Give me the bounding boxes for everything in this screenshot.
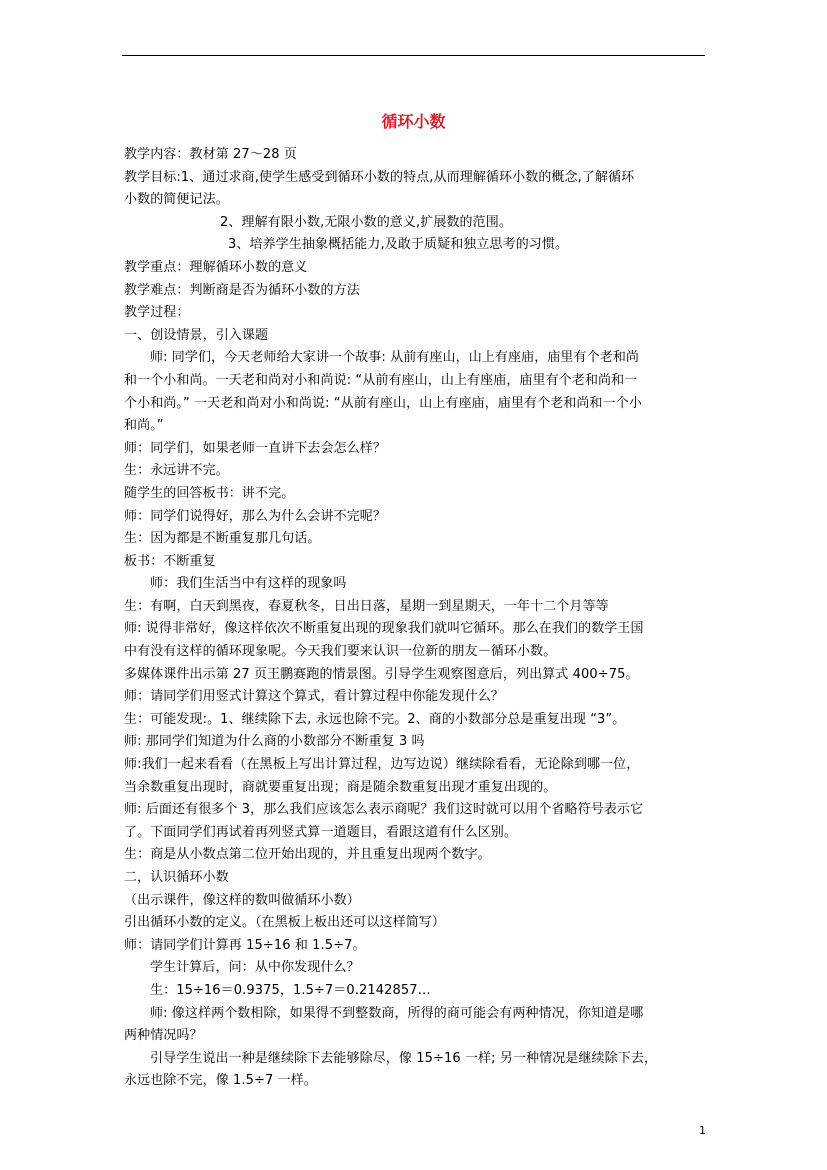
header-rule <box>122 55 705 56</box>
paragraph-line: 师:我们一起来看看（在黑板上写出计算过程，边写边说）继续除看看，无论除到哪一位， <box>124 757 640 773</box>
dialogue-line: 师：同学们，如果老师一直讲下去会怎么样？ <box>124 440 387 456</box>
dialogue-line: 板书：不断重复 <box>124 553 216 569</box>
key-point-line: 教学重点：理解循环小数的意义 <box>124 259 308 275</box>
paragraph-line: 多媒体课件出示第 27 页王鹏赛跑的情景图。引导学生观察图意后，列出算式 400÷75。 <box>124 666 639 682</box>
paragraph-line: 师: 像这样两个数相除，如果得不到整数商，所得的商可能会有两种情况，你知道是哪 <box>150 1005 644 1021</box>
teaching-goal-line: 3、培养学生抽象概括能力,及敢于质疑和独立思考的习惯。 <box>228 237 569 253</box>
teaching-goal-line: 2、理解有限小数,无限小数的意义,扩展数的范围。 <box>220 214 512 230</box>
paragraph-line: 永远也除不完，像 1.5÷7 一样。 <box>124 1073 317 1089</box>
page-title: 循环小数 <box>381 112 446 131</box>
teaching-goal-line: 小数的简便记法。 <box>124 192 229 208</box>
dialogue-line: 生：因为都是不断重复那几句话。 <box>124 531 321 547</box>
teaching-goal-line: 教学目标:1、通过求商,使学生感受到循环小数的特点,从而理解循环小数的概念,了解循环 <box>124 169 635 185</box>
paragraph-line: 和尚。” <box>124 418 164 434</box>
paragraph-line: 了。下面同学们再试着再列竖式算一道题目，看跟这道有什么区别。 <box>124 824 518 840</box>
paragraph-line: 个小和尚。” 一天老和尚对小和尚说: “从前有座山，山上有座庙，庙里有个老和尚和一个小 <box>124 395 642 411</box>
dialogue-line: 生：商是从小数点第二位开始出现的，并且重复出现两个数字。 <box>124 847 491 863</box>
paragraph-line: 引导学生说出一种是继续除下去能够除尽，像 15÷16 一样; 另一种情况是继续除下去， <box>150 1050 658 1066</box>
document-body <box>124 144 706 1093</box>
paragraph-line: 中有没有这样的循环现象呢。今天我们要来认识一位新的朋友－循环小数。 <box>124 644 557 660</box>
paragraph-line: 师: 同学们，今天老师给大家讲一个故事: 从前有座山，山上有座庙，庙里有个老和尚 <box>150 350 640 366</box>
process-heading: 教学过程： <box>124 305 190 321</box>
dialogue-line: 师：我们生活当中有这样的现象吗 <box>150 576 347 592</box>
dialogue-line: 师：请同学们计算再 15÷16 和 1.5÷7。 <box>124 937 366 953</box>
teaching-content-line: 教学内容：教材第 27～28 页 <box>124 147 297 162</box>
paragraph-line: （出示课件，像这样的数叫做循环小数） <box>124 892 360 908</box>
dialogue-line: 师：请同学们用竖式计算这个算式，看计算过程中你能发现什么？ <box>124 689 504 705</box>
difficulty-line: 教学难点：判断商是否为循环小数的方法 <box>124 282 360 298</box>
dialogue-line: 师：同学们说得好，那么为什么会讲不完呢？ <box>124 508 387 524</box>
paragraph-line: 生：15÷16＝0.9375，1.5÷7＝0.2142857… <box>150 982 431 998</box>
paragraph-line: 和一个小和尚。一天老和尚对小和尚说: “从前有座山，山上有座庙，庙里有个老和尚和一 <box>124 372 638 388</box>
paragraph-line: 学生计算后，问：从中你发现什么？ <box>150 960 360 976</box>
dialogue-line: 生：永远讲不完。 <box>124 463 229 479</box>
section-heading: 一、创设情景，引入课题 <box>124 327 269 343</box>
paragraph-line: 两种情况吗？ <box>124 1028 203 1044</box>
dialogue-line: 随学生的回答板书：讲不完。 <box>124 485 295 501</box>
section-heading: 二，认识循环小数 <box>124 870 229 885</box>
paragraph-line: 引出循环小数的定义。（在黑板上板出还可以这样简写） <box>124 915 446 931</box>
dialogue-line: 师: 那同学们知道为什么商的小数部分不断重复 3 吗 <box>124 734 425 750</box>
paragraph-line: 当余数重复出现时，商就要重复出现；商是随余数重复出现才重复出现的。 <box>124 779 557 795</box>
paragraph-line: 师: 后面还有很多个 3，那么我们应该怎么表示商呢？我们这时就可以用个省略符号表示它 <box>124 802 644 818</box>
page-number: 1 <box>699 1124 706 1137</box>
paragraph-line: 师: 说得非常好，像这样依次不断重复出现的现象我们就叫它循环。那么在我们的数学王国 <box>124 621 644 637</box>
dialogue-line: 生：可能发现:。1、继续除下去, 永远也除不完。2、商的小数部分总是重复出现 “3”。 <box>124 711 626 727</box>
dialogue-line: 生：有啊，白天到黑夜，春夏秋冬，日出日落，星期一到星期天，一年十二个月等等 <box>124 598 609 614</box>
